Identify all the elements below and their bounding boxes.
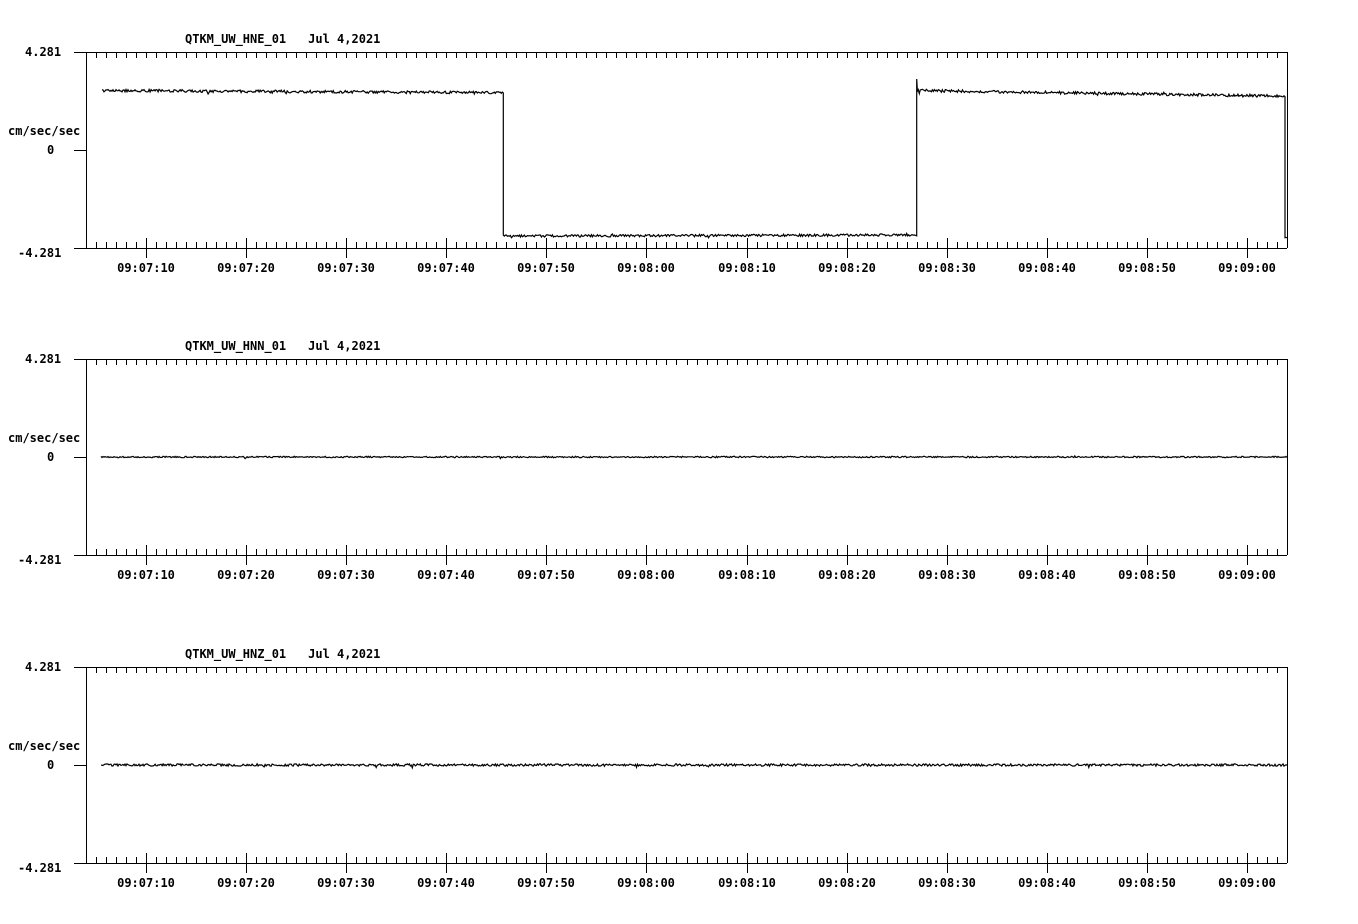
y-axis-max-label: 4.281 [25, 352, 62, 366]
x-tick-label: 09:08:20 [818, 876, 876, 890]
chart-hnz [0, 615, 1358, 923]
x-tick-label: 09:08:10 [718, 568, 776, 582]
station-label: QTKM_UW_HNN_01 [185, 339, 287, 353]
x-tick-label: 09:07:30 [317, 568, 375, 582]
y-axis-zero-label: 0 [47, 758, 55, 772]
y-axis-min-label: -4.281 [18, 861, 62, 875]
x-tick-label: 09:07:40 [417, 876, 475, 890]
x-tick-label: 09:07:10 [117, 261, 175, 275]
x-tick-label: 09:07:50 [517, 568, 575, 582]
seismic-trace [101, 764, 1287, 768]
seismic-trace [102, 79, 1287, 238]
x-tick-label: 09:07:20 [217, 568, 275, 582]
x-tick-label: 09:07:20 [217, 876, 275, 890]
x-tick-label: 09:08:40 [1018, 876, 1076, 890]
y-axis-zero-label: 0 [47, 143, 55, 157]
y-axis-units-label: cm/sec/sec [8, 431, 81, 445]
chart-title [185, 32, 380, 46]
x-tick-label: 09:08:50 [1118, 876, 1176, 890]
station-label: QTKM_UW_HNZ_01 [185, 647, 287, 661]
chart-title [185, 647, 380, 661]
x-tick-label: 09:07:10 [117, 876, 175, 890]
y-axis-max-label: 4.281 [25, 660, 62, 674]
x-tick-label: 09:08:40 [1018, 568, 1076, 582]
chart-hnn [0, 307, 1358, 615]
date-label: Jul 4,2021 [308, 32, 381, 46]
date-label: Jul 4,2021 [308, 647, 381, 661]
y-axis-zero-label: 0 [47, 450, 55, 464]
x-tick-label: 09:08:20 [818, 568, 876, 582]
x-tick-label: 09:08:00 [617, 876, 675, 890]
x-tick-label: 09:08:30 [918, 876, 976, 890]
x-tick-label: 09:09:00 [1218, 876, 1276, 890]
x-tick-label: 09:08:40 [1018, 261, 1076, 275]
date-label: Jul 4,2021 [308, 339, 381, 353]
x-tick-label: 09:07:50 [517, 876, 575, 890]
y-axis-min-label: -4.281 [18, 553, 62, 567]
y-axis-units-label: cm/sec/sec [8, 124, 81, 138]
seismic-trace [101, 456, 1287, 459]
x-tick-label: 09:07:50 [517, 261, 575, 275]
x-tick-label: 09:08:20 [818, 261, 876, 275]
x-tick-label: 09:08:10 [718, 261, 776, 275]
y-axis-min-label: -4.281 [18, 246, 62, 260]
x-tick-label: 09:07:40 [417, 568, 475, 582]
x-tick-label: 09:08:50 [1118, 261, 1176, 275]
x-tick-label: 09:07:20 [217, 261, 275, 275]
y-axis-units-label: cm/sec/sec [8, 739, 81, 753]
x-tick-label: 09:09:00 [1218, 568, 1276, 582]
chart-hne [0, 0, 1358, 308]
x-tick-label: 09:07:30 [317, 261, 375, 275]
x-tick-label: 09:07:30 [317, 876, 375, 890]
x-tick-label: 09:08:30 [918, 261, 976, 275]
x-tick-label: 09:08:50 [1118, 568, 1176, 582]
x-tick-label: 09:07:40 [417, 261, 475, 275]
x-tick-label: 09:09:00 [1218, 261, 1276, 275]
station-label: QTKM_UW_HNE_01 [185, 32, 287, 46]
y-axis-max-label: 4.281 [25, 45, 62, 59]
x-tick-label: 09:07:10 [117, 568, 175, 582]
chart-title [185, 339, 380, 353]
x-tick-label: 09:08:00 [617, 568, 675, 582]
x-tick-label: 09:08:10 [718, 876, 776, 890]
x-tick-label: 09:08:00 [617, 261, 675, 275]
x-tick-label: 09:08:30 [918, 568, 976, 582]
